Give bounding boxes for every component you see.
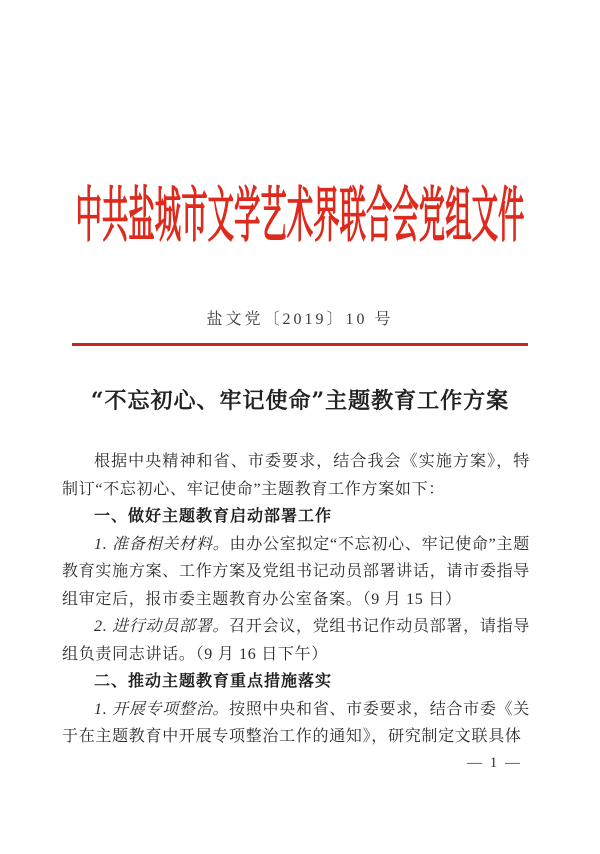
document-masthead [0,181,600,251]
paragraph-intro [62,448,530,503]
paragraph-text: 由办公室拟定“不忘初心、牢记使命”主题教育实施方案、工作方案及党组书记动员部署讲话，请市委指导组审定后，报市委主题教育办公室备案。（9 月 15 日） [62,535,530,608]
paragraph-lead: 1. 开展专项整治。 [94,700,230,718]
page-number: — 1 — [467,755,522,771]
paragraph-1-1 [62,531,530,614]
paragraph-text: 按照中央和省、市委要求，结合市委《关于在主题教育中开展专项整治工作的通知》，研究制定文联具体 [62,700,530,745]
paragraph-2-1 [62,696,530,751]
heading-text: 一、做好主题教育启动部署工作 [94,508,333,525]
paragraph-lead: 2. 进行动员部署。 [94,618,230,635]
document-body [62,448,530,751]
section-heading-2 [62,668,530,696]
document-title: “不忘初心、牢记使命”主题教育工作方案 [90,388,510,414]
paragraph-text: 召开会议，党组书记作动员部署，请指导组负责同志讲话。（9 月 16 日下午） [62,618,530,663]
paragraph-text: 根据中央精神和省、市委要求，结合我会《实施方案》，特制订“不忘初心、牢记使命”主题教育工作方案如下： [62,453,530,498]
red-divider-line [72,343,528,346]
paragraph-1-2 [62,613,530,668]
document-number: 盐文党〔2019〕10 号 [206,311,394,328]
section-heading-1 [62,503,530,531]
masthead-title-text: 中共盐城市文学艺术界联合会党组文件 [75,180,525,251]
paragraph-lead: 1. 准备相关材料。 [94,535,230,553]
heading-text: 二、推动主题教育重点措施落实 [94,673,333,690]
